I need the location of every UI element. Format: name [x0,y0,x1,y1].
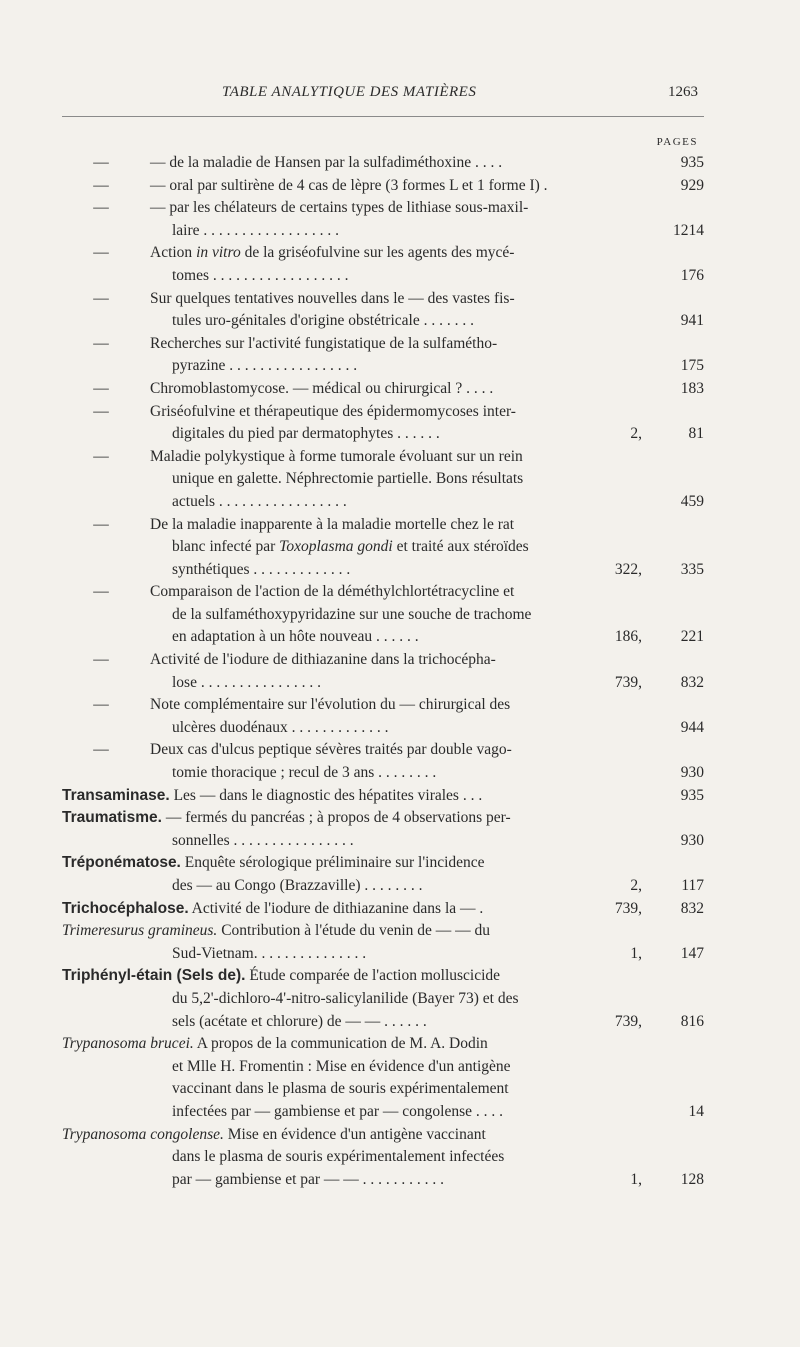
main-entry-continuation [0,1101,800,1124]
page-ref: 459 [680,492,704,510]
volume-ref: 322, [614,560,642,578]
entry-text: des — au Congo (Brazzaville) . . . . . . . . [172,877,423,894]
entry-text: Note complémentaire sur l'évolution du — chirurgical des [150,696,511,714]
page-ref: 816 [680,1012,704,1030]
entry-text-part: Étude comparée de l'action molluscicide [245,967,501,985]
index-line [0,536,800,559]
entry-text: tomie thoracique ; recul de 3 ans . . . . . . . . [172,764,437,782]
main-entry-text [62,965,500,988]
main-entry-text [62,807,511,830]
index-line [0,604,800,627]
entry-text-part: Action [150,244,197,262]
entry-keyword: Triphényl-étain (Sels de). [62,967,246,985]
main-entry-text [62,1124,486,1147]
index-line [0,401,800,424]
main-entry-continuation [0,943,800,966]
entry-text: dans le plasma de souris expérimentalement infectées [172,1148,505,1166]
volume-ref: 186, [614,628,642,646]
page-ref: 175 [680,357,704,375]
entry-dash: — [93,154,109,171]
main-entry-line [0,920,800,943]
entry-text: tomes . . . . . . . . . . . . . . . . . . [172,266,349,284]
page-ref: 117 [681,877,704,894]
entry-dash: — [93,199,109,217]
entry-dash: — [93,447,109,465]
page-ref: 335 [680,560,704,578]
entry-text-part: Enquête sérologique préliminaire sur l'incidence [180,854,485,872]
entry-text [150,242,514,265]
volume-ref: 1, [630,1170,642,1188]
entry-text: synthétiques . . . . . . . . . . . . . [172,560,351,578]
page-ref: 1214 [673,221,704,239]
index-line [0,649,800,672]
entry-dash: — [93,334,109,352]
entry-text: — de la maladie de Hansen par la sulfadiméthoxine . . . . [150,154,503,171]
index-line [0,717,800,740]
page-title: TABLE ANALYTIQUE DES MATIÈRES [222,84,477,100]
main-entry-continuation [0,1011,800,1034]
entry-keyword: Transaminase. [62,786,170,804]
entry-text: en adaptation à un hôte nouveau . . . . . . [172,628,419,646]
page-ref: 935 [680,786,704,804]
entry-dash: — [93,379,109,397]
main-entry-text [62,898,483,921]
index-line [0,175,800,198]
main-entry-line [0,1124,800,1147]
index-line [0,197,800,220]
entry-text-part: et traité aux stéroïdes [392,538,529,556]
main-entry-continuation [0,1169,800,1192]
index-line [0,310,800,333]
entry-text-part: — fermés du pancréas ; à propos de 4 observations per- [161,809,511,827]
entry-text-part: Les — dans le diagnostic des hépatites virales . . . [169,786,483,804]
main-entry-line [0,807,800,830]
entry-dash: — [93,402,109,420]
page-ref: 930 [680,764,704,782]
entry-text-part: Contribution à l'étude du venin de — — du [217,922,491,940]
entry-text: Maladie polykystique à forme tumorale évoluant sur un rein [150,447,523,465]
entry-text: vaccinant dans le plasma de souris expérimentalement [172,1080,509,1098]
index-line [0,152,800,175]
index-line [0,288,800,311]
index-line [0,378,800,401]
entry-dash: — [93,583,109,601]
volume-ref: 2, [630,425,642,443]
index-line [0,762,800,785]
entry-text: Chromoblastomycose. — médical ou chirurgical ? . . . . [150,379,494,397]
running-header [62,84,702,108]
entry-text: Sud-Vietnam. . . . . . . . . . . . . . . [172,944,367,962]
page-ref: 147 [680,944,704,962]
page-ref: 81 [688,425,704,443]
main-entry-text [62,785,482,808]
entry-text-part: Activité de l'iodure de dithiazanine dans la — . [188,899,484,917]
page-ref: 930 [680,831,704,849]
entry-text: laire . . . . . . . . . . . . . . . . . . [172,221,340,239]
entry-keyword: Trypanosoma congolense. [62,1125,224,1143]
index-line [0,559,800,582]
index-line [0,423,800,446]
entry-dash: — [93,289,109,307]
entry-text: Comparaison de l'action de la déméthylchlortétracycline et [150,583,515,601]
entry-keyword: Tréponématose. [62,854,181,872]
entry-text-part: Mise en évidence d'un antigène vaccinant [223,1125,486,1143]
main-entry-text [62,920,490,943]
page-ref: 944 [680,718,704,736]
entry-text: — oral par sultirène de 4 cas de lèpre (3 formes L et 1 forme I) . [150,176,548,194]
main-entry-continuation [0,1078,800,1101]
page-ref: 128 [680,1170,704,1188]
page-number: 1263 [668,84,698,100]
entry-text: Activité de l'iodure de dithiazanine dans la trichocépha- [150,651,496,669]
entry-text [172,536,529,559]
entry-text: infectées par — gambiense et par — congolense . . . . [172,1102,503,1120]
entry-dash: — [93,651,109,669]
index-content [0,152,800,1191]
volume-ref: 739, [614,899,642,917]
main-entry-continuation [0,875,800,898]
index-line [0,468,800,491]
entry-text: ulcères duodénaux . . . . . . . . . . . . . [172,718,389,736]
entry-italic-term: Toxoplasma gondi [279,538,393,556]
entry-text: par — gambiense et par — — . . . . . . . . . . . [172,1170,445,1188]
header-rule [62,116,704,117]
page-ref: 176 [680,266,704,284]
entry-text: unique en galette. Néphrectomie partielle. Bons résultats [172,470,524,488]
page-ref: 14 [688,1102,704,1120]
main-entry-continuation [0,1056,800,1079]
entry-text: Recherches sur l'activité fungistatique de la sulfamétho- [150,334,498,352]
page-ref: 832 [680,899,704,917]
index-line [0,739,800,762]
main-entry-line [0,1033,800,1056]
index-line [0,581,800,604]
entry-text: digitales du pied par dermatophytes . . . . . . [172,425,440,443]
page-ref: 832 [680,673,704,691]
index-line [0,491,800,514]
page-ref: 183 [680,379,704,397]
entry-text: actuels . . . . . . . . . . . . . . . . . [172,492,347,510]
index-line [0,694,800,717]
volume-ref: 739, [614,1012,642,1030]
index-line [0,265,800,288]
index-line [0,355,800,378]
main-entry-line [0,785,800,808]
volume-ref: 2, [630,877,642,894]
entry-text: De la maladie inapparente à la maladie mortelle chez le rat [150,515,515,533]
entry-text-part: blanc infecté par [172,538,280,556]
entry-text: Sur quelques tentatives nouvelles dans le — des vastes fis- [150,289,515,307]
main-entry-text [62,1033,488,1056]
entry-text: — par les chélateurs de certains types de lithiase sous-maxil- [150,199,529,217]
entry-text: et Mlle H. Fromentin : Mise en évidence d'un antigène [172,1057,511,1075]
page-ref: 221 [680,628,704,646]
entry-dash: — [93,176,109,194]
entry-dash: — [93,515,109,533]
index-line [0,220,800,243]
entry-text: tules uro-génitales d'origine obstétricale . . . . . . . [172,312,474,330]
index-line [0,672,800,695]
entry-text: de la sulfaméthoxypyridazine sur une souche de trachome [172,605,532,623]
main-entry-continuation [0,830,800,853]
main-entry-line [0,898,800,921]
entry-text: pyrazine . . . . . . . . . . . . . . . . . [172,357,358,375]
entry-text: sonnelles . . . . . . . . . . . . . . . . [172,831,354,849]
entry-text-part: de la griséofulvine sur les agents des mycé- [240,244,515,262]
entry-dash: — [93,696,109,714]
entry-keyword: Trimeresurus gramineus. [62,922,218,940]
page-ref: 929 [680,176,704,194]
pages-column-label: PAGES [656,136,698,148]
main-entry-line [0,852,800,875]
entry-dash: — [93,741,109,759]
index-line [0,514,800,537]
entry-keyword: Trypanosoma brucei. [62,1035,194,1053]
entry-text: lose . . . . . . . . . . . . . . . . [172,673,321,691]
main-entry-continuation [0,1146,800,1169]
main-entry-line [0,965,800,988]
index-line [0,626,800,649]
main-entry-continuation [0,988,800,1011]
page-ref: 941 [680,312,704,330]
entry-text-part: A propos de la communication de M. A. Dodin [193,1035,488,1053]
page-ref: 935 [680,154,704,171]
main-entry-text [62,852,485,875]
volume-ref: 739, [614,673,642,691]
volume-ref: 1, [630,944,642,962]
index-line [0,333,800,356]
index-line [0,446,800,469]
entry-text: sels (acétate et chlorure) de — — . . . . . . [172,1012,427,1030]
entry-dash: — [93,244,109,262]
entry-keyword: Trichocéphalose. [62,899,189,917]
entry-text: du 5,2'-dichloro-4'-nitro-salicylanilide (Bayer 73) et des [172,989,519,1007]
entry-keyword: Traumatisme. [62,809,162,827]
entry-text: Deux cas d'ulcus peptique sévères traités par double vago- [150,741,512,759]
index-line [0,242,800,265]
entry-italic-term: in vitro [196,244,241,262]
entry-text: Griséofulvine et thérapeutique des épidermomycoses inter- [150,402,516,420]
